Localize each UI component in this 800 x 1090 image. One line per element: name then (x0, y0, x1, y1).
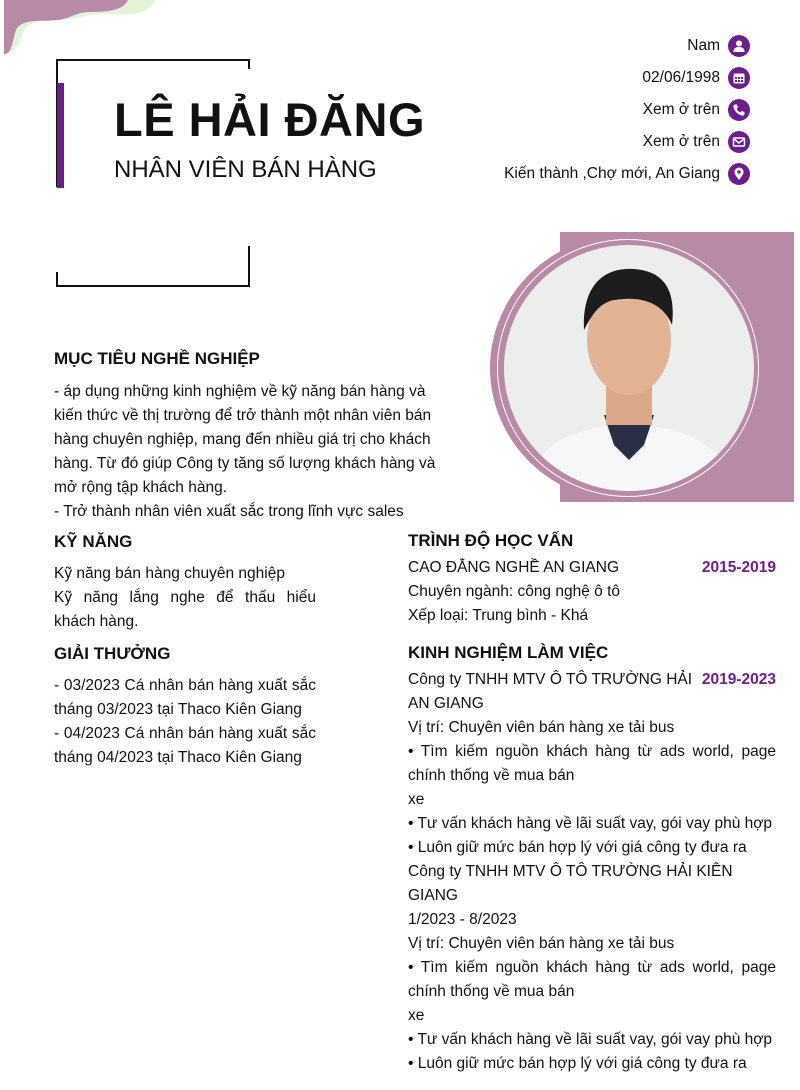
awards-heading: GIẢI THƯỞNG (54, 644, 171, 663)
experience-list (408, 668, 776, 1076)
profile-photo (504, 245, 754, 491)
calendar-icon (728, 67, 750, 89)
frame-line (56, 272, 58, 287)
award-item: - 04/2023 Cá nhân bán hàng xuất sắc tháng 04/2023 tại Thaco Kiên Giang (54, 725, 316, 766)
user-icon (728, 35, 750, 57)
skills-list (54, 562, 316, 634)
objective-text: - áp dụng những kinh nghiệm về kỹ năng bán hàng và kiến thức về thị trường để trở thành một nhân viên bán hàng chuyên nghiệp, mang đến nhiều giá trị cho khách hàng. Từ đó giúp Công ty tăng số lượng khách hàng và mở rộng tập khách hàng. - Trở thành nhân viên xuất sắc trong lĩnh vực sales (54, 383, 436, 520)
location-icon (728, 163, 750, 185)
job-title: NHÂN VIÊN BÁN HÀNG (114, 156, 377, 183)
skill-item: Kỹ năng bán hàng chuyên nghiệp (54, 565, 285, 582)
school-name: CAO ĐẲNG NGHỀ AN GIANG (408, 559, 620, 576)
contact-list (430, 30, 750, 190)
contact-gender: Nam (430, 30, 750, 62)
education-heading: TRÌNH ĐỘ HỌC VẤN (408, 531, 574, 550)
decorative-blob (0, 0, 160, 60)
experience-heading: KINH NGHIỆM LÀM VIỆC (408, 643, 609, 662)
email-icon (728, 131, 750, 153)
skill-item: Kỹ năng lắng nghe để thấu hiểu khách hàng. (54, 589, 316, 630)
accent-bar (57, 83, 64, 188)
company-name: Công ty TNHH MTV Ô TÔ TRƯỜNG HẢI KIÊN GIANG (408, 863, 733, 904)
job-years: 1/2023 - 8/2023 (408, 911, 517, 928)
awards-list (54, 674, 316, 770)
award-item: - 03/2023 Cá nhân bán hàng xuất sắc tháng 03/2023 tại Thaco Kiên Giang (54, 677, 316, 718)
job-years: 2019-2023 (701, 671, 776, 688)
frame-line (56, 59, 250, 62)
job-entry: Công ty TNHH MTV Ô TÔ TRƯỜNG HẢI KIÊN GIANG 1/2023 - 8/2023 Vị trí: Chuyên viên bán hàng xe tải bus • Tìm kiếm nguồn khách hàng từ ads world, page chính thống về mua bán xe • Tư vấn khách hàng về lãi suất vay, gói vay phù hợp • Luôn giữ mức bán hợp lý với giá công ty đưa ra (408, 860, 776, 1076)
education-grade: Xếp loại: Trung bình - Khá (408, 607, 589, 624)
education-years: 2015-2019 (701, 559, 776, 576)
contact-email: Xem ở trên (430, 126, 750, 158)
phone-icon (728, 99, 750, 121)
contact-birthday: 02/06/1998 (430, 62, 750, 94)
frame-line (56, 285, 250, 287)
candidate-name: LÊ HẢI ĐĂNG (114, 93, 425, 146)
contact-phone: Xem ở trên (430, 94, 750, 126)
education-entry (408, 556, 776, 628)
objective-heading: MỤC TIÊU NGHỀ NGHIỆP (54, 349, 260, 368)
job-entry: Công ty TNHH MTV Ô TÔ TRƯỜNG HẢI AN GIANG 2019-2023 Vị trí: Chuyên viên bán hàng xe tải bus • Tìm kiếm nguồn khách hàng từ ads world, page chính thống về mua bán xe • Tư vấn khách hàng về lãi suất vay, gói vay phù hợp • Luôn giữ mức bán hợp lý với giá công ty đưa ra (408, 668, 776, 860)
skills-heading: KỸ NĂNG (54, 532, 133, 551)
education-major: Chuyên ngành: công nghệ ô tô (408, 583, 621, 600)
frame-line (248, 59, 250, 69)
frame-line (248, 246, 250, 287)
contact-address: Kiến thành ,Chợ mới, An Giang (430, 158, 750, 190)
company-name: Công ty TNHH MTV Ô TÔ TRƯỜNG HẢI AN GIANG (408, 671, 693, 712)
